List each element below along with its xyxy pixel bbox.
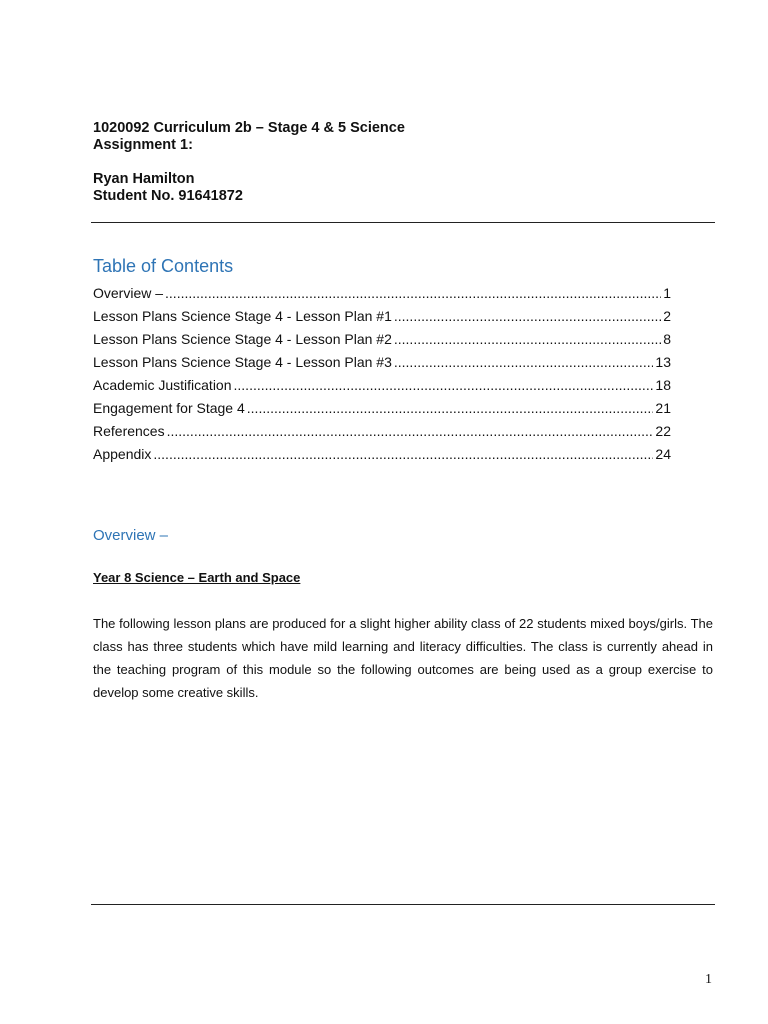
bottom-divider (91, 904, 715, 905)
toc-leader-dots (167, 422, 654, 441)
toc-leader-dots (247, 399, 654, 418)
toc-leader-dots (165, 284, 661, 303)
toc-entry-label: Lesson Plans Science Stage 4 - Lesson Plan #3 (93, 354, 392, 370)
author-name: Ryan Hamilton (93, 171, 195, 187)
toc-entry-page: 1 (663, 285, 671, 301)
toc-entry-page: 24 (655, 446, 671, 462)
student-number: Student No. 91641872 (93, 188, 243, 204)
toc-entry-page: 8 (663, 331, 671, 347)
toc-leader-dots (153, 445, 653, 464)
top-divider (91, 222, 715, 223)
toc-entry[interactable] (93, 395, 671, 418)
toc-leader-dots (394, 307, 661, 326)
toc-entry-page: 21 (655, 400, 671, 416)
toc-entry-page: 2 (663, 308, 671, 324)
toc-entry-page: 13 (655, 354, 671, 370)
toc-entry[interactable] (93, 441, 671, 464)
toc-entry[interactable] (93, 418, 671, 441)
toc-entry-label: Lesson Plans Science Stage 4 - Lesson Plan #1 (93, 308, 392, 324)
toc-leader-dots (394, 330, 661, 349)
toc-leader-dots (394, 353, 654, 372)
table-of-contents (93, 280, 671, 464)
toc-entry-label: References (93, 423, 165, 439)
course-title: 1020092 Curriculum 2b – Stage 4 & 5 Science (93, 120, 405, 136)
overview-subheading: Year 8 Science – Earth and Space (93, 570, 301, 585)
page-number: 1 (705, 972, 712, 987)
toc-entry[interactable] (93, 372, 671, 395)
toc-entry-label: Appendix (93, 446, 152, 462)
toc-entry[interactable] (93, 280, 671, 303)
toc-leader-dots (234, 376, 654, 395)
toc-entry-label: Engagement for Stage 4 (93, 400, 245, 416)
toc-entry[interactable] (93, 326, 671, 349)
toc-title: Table of Contents (93, 256, 234, 276)
toc-entry-page: 18 (655, 377, 671, 393)
toc-entry-label: Lesson Plans Science Stage 4 - Lesson Plan #2 (93, 331, 392, 347)
toc-entry-page: 22 (655, 423, 671, 439)
assignment-title: Assignment 1: (93, 137, 193, 153)
toc-entry-label: Academic Justification (93, 377, 232, 393)
toc-entry[interactable] (93, 303, 671, 326)
toc-entry-label: Overview – (93, 285, 164, 301)
toc-entry[interactable] (93, 349, 671, 372)
document-header (93, 120, 405, 205)
overview-heading: Overview – (93, 527, 169, 544)
overview-paragraph: The following lesson plans are produced for a slight higher ability class of 22 students mixed boys/girls. The class has three students which have mild learning and literacy difficulties. The class is currently ahead in the teaching program of this module so the following outcomes are being used as a group exercise to develop some creative skills. (93, 616, 713, 700)
